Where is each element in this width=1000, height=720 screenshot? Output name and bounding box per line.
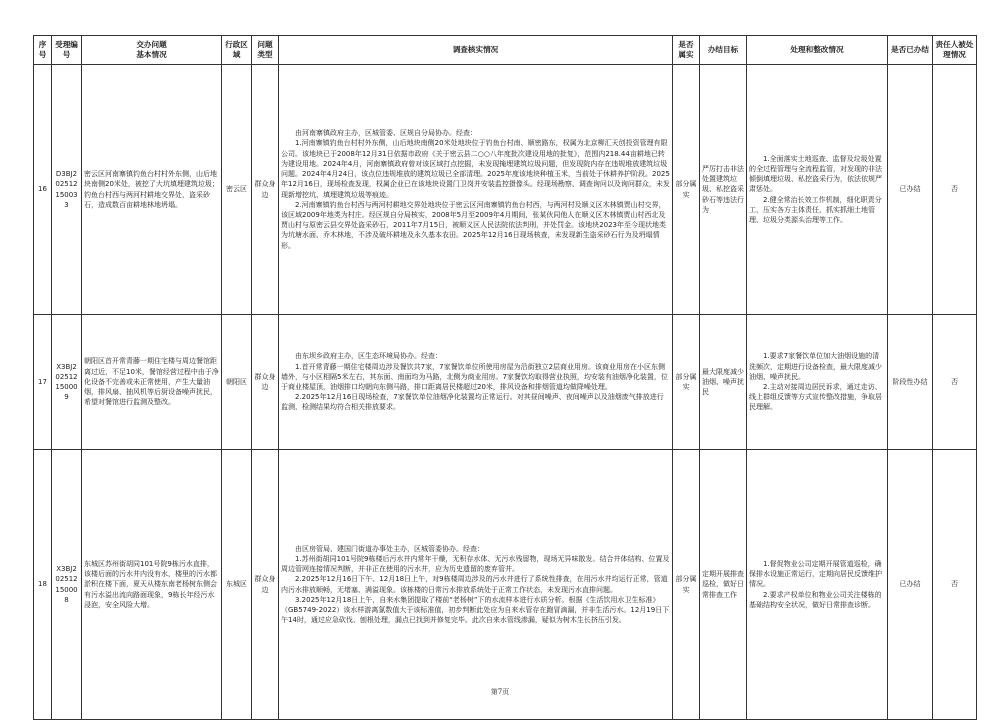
done-status: 阶段性办结 bbox=[888, 315, 933, 450]
region: 密云区 bbox=[222, 65, 252, 315]
handling bbox=[747, 315, 888, 450]
problem-description: 密云区河南寨镇钓鱼台村村外东侧，山后地块南侧20米处，被挖了大坑填埋建筑垃圾；钓鱼台村西与两河村耕地交界处，盗采砂石，造成数百亩耕地林地坍塌。 bbox=[82, 65, 222, 315]
header-punish: 责任人被处理情况 bbox=[933, 36, 977, 65]
region: 朝阳区 bbox=[222, 315, 252, 450]
goal: 最大限度减少油烟、噪声扰民 bbox=[700, 315, 747, 450]
investigation-paragraph: 2.2025年12月16日下午、12月18日上午，对9栋楼周边涉及的污水井进行了系统性排查，在用污水井均运行正常，管道内污水排放顺畅，无堵塞、满溢现象。该栋楼的日常污水排放系统处于正常工作状态，未发现污水直排问题。 bbox=[281, 575, 668, 594]
handling-paragraph: 1.全面落实土地巡查、监督及垃圾处置的全过程管理与全流程监管，对发现的非法倾倒填埋垃圾、私挖盗采行为，依法依规严肃惩处。 bbox=[749, 154, 882, 194]
problem-type: 群众身边 bbox=[252, 315, 279, 450]
investigation-paragraph: 3.2025年12月18日上午，自来水集团提取了楼前“老杨树”下的水流样本进行水质分析。根据《生活饮用水卫生标准》（GB5749-2022）该水样游离氯数值大于该标准值，初步判断此处应为自来水管存在跑冒滴漏，并非生活污水。12月19日下午14时，通过应急砍伐、刨根处理，漏点已找到并修复完毕。此次自来水管线渗漏，疑似为树木生长挤压引发。 bbox=[281, 595, 670, 625]
header-goal: 办结目标 bbox=[700, 36, 747, 65]
serial-number: 16 bbox=[34, 65, 52, 315]
handling-paragraph: 2.主动对接周边居民诉求，通过走访、线上群组反馈等方式宣传整改措施，争取居民理解。 bbox=[749, 383, 882, 412]
investigation-paragraph: 由区房管局、建国门街道办事处主办，区城管委协办。经查： bbox=[295, 544, 484, 553]
investigation-paragraph: 2.河南寨镇钓鱼台村西与两河村耕地交界处地块位于密云区河南寨镇钓鱼台村西，与两河村及顺义区木林镇贾山村交界，该区域2009年地类为村庄。经区规自分局核实，2008年5月至2009年4月期间，张某伙同他人在顺义区木林镇贾山村西北及贾山村与原密云县交界处盗采砂石，2011年7月15日，被顺义区人民法院依法判刑，并处罚金。该地块2023年至今现状地类为坑塘水面、乔木林地，不涉及破坏耕地及永久基本农田。2025年12月16日现场核查，未发现新生盗采砂石行为及坍塌情形。 bbox=[281, 200, 666, 250]
header-id: 受理编号 bbox=[52, 36, 82, 65]
table-row bbox=[34, 65, 977, 315]
problem-type: 群众身边 bbox=[252, 65, 279, 315]
handling-paragraph: 1.督促物业公司定期开展管道巡检，确保排水设施正常运行，定期向居民反馈维护情况。 bbox=[749, 559, 882, 589]
case-table bbox=[33, 35, 977, 720]
investigation bbox=[279, 65, 673, 315]
header-type: 问题类型 bbox=[252, 36, 279, 65]
truth-status: 部分属实 bbox=[673, 450, 700, 720]
case-id: X3BJ202512150009 bbox=[52, 315, 82, 450]
table-row bbox=[34, 315, 977, 450]
handling-paragraph: 1.要求7家餐饮单位加大油烟设施的清洗频次，定期进行设备检查，最大限度减少油烟、噪声扰民。 bbox=[749, 352, 882, 381]
problem-type: 群众身边 bbox=[252, 450, 279, 720]
header-row bbox=[34, 36, 977, 65]
done-status: 已办结 bbox=[888, 65, 933, 315]
handling-paragraph: 2.健全常治长效工作机制，细化职责分工，压实各方主体责任，抓实抓细土地管理、垃圾分类源头治理等工作。 bbox=[749, 195, 882, 224]
investigation-paragraph: 由东坝乡政府主办，区生态环境局协办。经查： bbox=[295, 352, 442, 361]
investigation bbox=[279, 315, 673, 450]
problem-description: 东城区苏州街胡同101号院9栋污水直排，该楼后面的污水井内没有水，楼里的污水都淤积在楼下面，夏天从楼东南老杨树东侧会有污水溢出流向路面现象，9栋长年经污水浸泡，安全风险大增。 bbox=[82, 450, 222, 720]
header-done: 是否已办结 bbox=[888, 36, 933, 65]
punish-status: 否 bbox=[933, 315, 977, 450]
case-id: X3BJ202512150008 bbox=[52, 450, 82, 720]
header-serial: 序号 bbox=[34, 36, 52, 65]
table-row bbox=[34, 450, 977, 720]
header-handling: 处理和整改情况 bbox=[747, 36, 888, 65]
header-region: 行政区域 bbox=[222, 36, 252, 65]
investigation bbox=[279, 450, 673, 720]
case-id: D3BJ202512150033 bbox=[52, 65, 82, 315]
header-investigation: 调查核实情况 bbox=[279, 36, 673, 65]
handling bbox=[747, 450, 888, 720]
header-truth: 是否属实 bbox=[673, 36, 700, 65]
investigation-paragraph: 2.2025年12月16日现场检查，7家餐饮单位油烟净化装置均正常运行。对其昼间噪声、夜间噪声以及油烟废气排放进行监测，检测结果均符合相关排放要求。 bbox=[281, 393, 664, 412]
investigation-paragraph: 由河南寨镇政府主办，区城管委、区规自分局协办。经查： bbox=[295, 129, 477, 138]
handling-paragraph: 2.要求产权单位和物业公司关注楼栋的基础结构安全状况，做好日常排查诊断。 bbox=[749, 590, 882, 609]
punish-status: 否 bbox=[933, 65, 977, 315]
goal: 严厉打击非法处置建筑垃圾、私挖盗采砂石等违法行为 bbox=[700, 65, 747, 315]
handling bbox=[747, 65, 888, 315]
punish-status: 否 bbox=[933, 450, 977, 720]
investigation-paragraph: 1.河南寨镇钓鱼台村村外东侧，山后地块南侧20米处地块位于钓鱼台村南、顺密路东，权属为北京柳汇天创投资管理有限公司。该地块已于2008年12月31日依据市政府《关于密云县二○○八年度批次建设用地的批复》，范围内218.44亩耕地已转为建设用地。2024年4月，河南寨镇政府曾对该区域打点挖掘，未发现掩埋建筑垃圾问题，但发现院内存在违规堆放建筑垃圾问题。2024年4月24日，该点位违规堆放的建筑垃圾已全部清理。2025年度该地块种植玉米，当前处于休耕养护阶段。2025年12月16日，现场检查发现，权属企业已在该地块设置门卫岗并安装监控摄像头。经现场勘察、调查询问以及询问群众，未发现新增挖坑、填埋建筑垃圾等痕迹。 bbox=[281, 139, 670, 199]
truth-status: 部分属实 bbox=[673, 65, 700, 315]
done-status: 已办结 bbox=[888, 450, 933, 720]
header-problem: 交办问题 基本情况 bbox=[82, 36, 222, 65]
investigation-paragraph: 1.苏州街胡同101号院9栋楼后污水井内常年干燥，无积存水体、无污水残留物，现场无异味散发。结合井体结构、位置及周边管网连接情况判断，并非正在使用的污水井，应为历史遗留的废弃管井。 bbox=[281, 554, 670, 574]
serial-number: 18 bbox=[34, 450, 52, 720]
region: 东城区 bbox=[222, 450, 252, 720]
serial-number: 17 bbox=[34, 315, 52, 450]
page-number: 第7页 bbox=[490, 688, 510, 696]
investigation-paragraph: 1.首开常青藤一期住宅楼周边涉及餐饮共7家，7家餐饮单位所使用房屋为沿街独立2层商业用房。该商业用房在小区东侧墙外，与小区相隔5米左右，其东面、南面均为马路，北侧为商业用房。7家餐饮均取得营业执照，均安装有油烟净化装置，位于商业楼屋顶，油烟排口均朝向东侧马路，排口距离居民楼超过20米，排风设备和排烟管道均做降噪处理。 bbox=[281, 362, 668, 391]
problem-description: 朝阳区首开常青藤一期住宅楼与周边餐馆距离过近，不足10米，餐馆经营过程中由于净化设备不完善或未正常使用，产生大量油烟，排风扇、抽风机等后厨设备噪声扰民，希望对餐馆进行监测及整改。 bbox=[82, 315, 222, 450]
goal: 定期开展排查巡检，做好日常排查工作 bbox=[700, 450, 747, 720]
truth-status: 部分属实 bbox=[673, 315, 700, 450]
